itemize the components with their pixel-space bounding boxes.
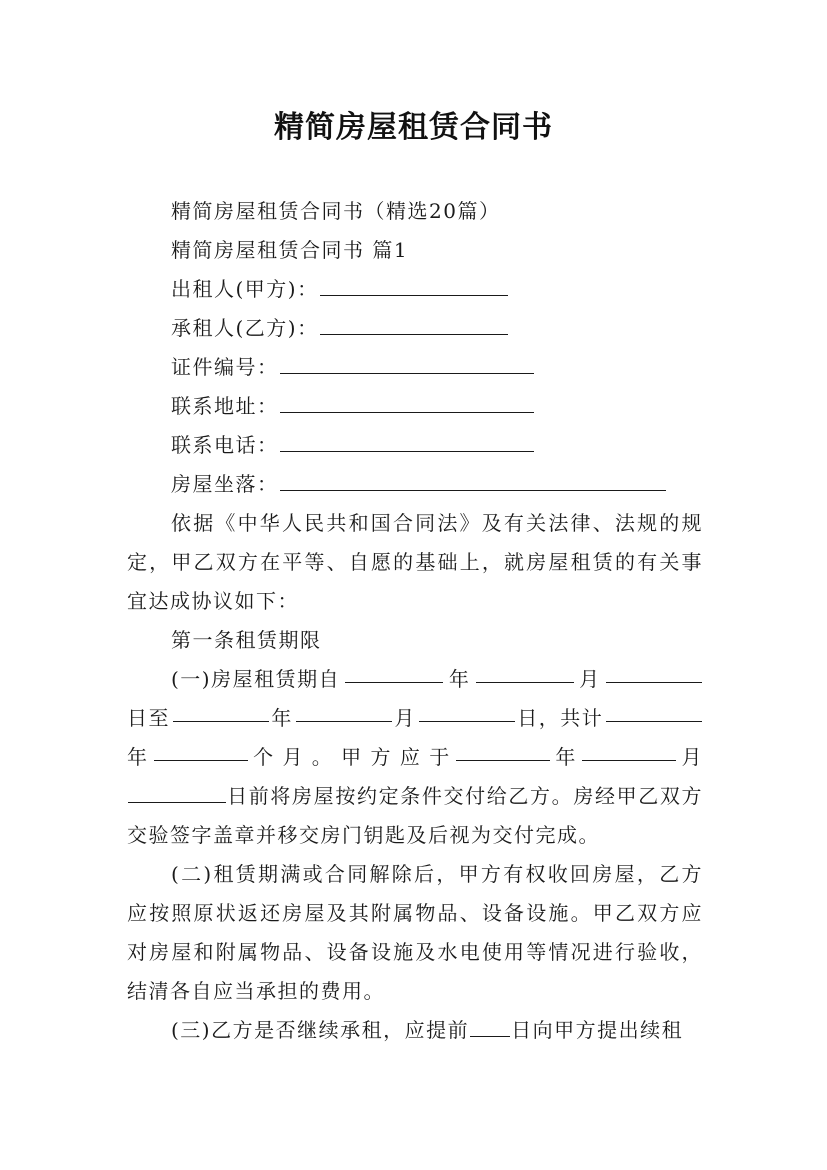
start-day-blank [606,660,702,683]
phone-label: 联系电话： [171,433,279,457]
article1-heading: 第一条租赁期限 [171,628,322,652]
start-month-blank [476,660,574,683]
renewal-days-blank [470,1014,510,1037]
section-heading: 精简房屋租赁合同书 篇1 [171,238,409,262]
clause1-month-2: 月 [394,706,416,730]
total-months-blank [606,699,702,722]
location-field [127,465,703,504]
clause1-line3 [127,738,703,777]
clause1-line1 [127,660,703,699]
address-blank [280,390,534,413]
clause1-year-2: 年 [271,706,293,730]
delivery-month-blank [582,738,676,761]
clause3-part1: (三)乙方是否继续承租，应提前 [171,1018,470,1042]
clause1-day-total: 日，共计 [517,706,604,730]
location-blank [280,468,666,491]
address-field [127,387,703,426]
clause3-part2: 日向甲方提出续租 [511,1018,684,1042]
phone-blank [280,429,534,452]
clause1-line2 [127,699,703,738]
clause1-month-1: 月 [579,667,601,691]
lessor-label: 出租人(甲方)： [171,277,319,301]
phone-field [127,426,703,465]
clause1-year-1: 年 [448,667,471,691]
id-number-field [127,348,703,387]
address-label: 联系地址： [171,394,279,418]
lessor-blank [320,273,508,296]
end-year-blank [173,699,269,722]
clause1-continuation: 日前将房屋按约定条件交付给乙方。房经甲乙双方交验签字盖章并移交房门钥匙及后视为交付完成。 [127,784,703,847]
id-number-blank [280,351,534,374]
intro-paragraph: 依据《中华人民共和国合同法》及有关法律、法规的规定，甲乙双方在平等、自愿的基础上，就房屋租赁的有关事宜达成协议如下： [127,511,703,613]
clause1-month-3: 月 [681,745,703,769]
document-title: 精简房屋租赁合同书 [274,110,553,145]
delivery-year-blank [456,738,550,761]
location-label: 房屋坐落： [171,472,279,496]
end-month-blank [296,699,392,722]
delivery-day-blank [128,780,226,803]
clause1-month-unit: 个 月 。 甲 方 应 于 [253,745,451,769]
lessee-field [127,309,703,348]
clause1-part1: (一)房屋租赁期自 [171,667,341,691]
clause2-paragraph: (二)租赁期满或合同解除后，甲方有权收回房屋，乙方应按照原状返还房屋及其附属物品、设备设施。甲乙双方应对房屋和附属物品、设备设施及水电使用等情况进行验收，结清各自应当承担的费用。 [127,862,703,1003]
clause1-year-4: 年 [555,745,577,769]
lessee-blank [320,312,508,335]
clause1-year-3: 年 [127,745,149,769]
delivery-year-blank-a [154,738,248,761]
start-year-blank [345,660,443,683]
clause1-continuation-wrap [127,777,703,855]
lessee-label: 承租人(乙方)： [171,316,319,340]
end-day-blank [419,699,515,722]
lessor-field [127,270,703,309]
document-subtitle: 精简房屋租赁合同书（精选20篇） [171,199,501,223]
clause3-line [127,1011,703,1050]
clause1-day-to: 日至 [127,706,170,730]
id-number-label: 证件编号： [171,355,279,379]
document-body [127,192,703,1050]
